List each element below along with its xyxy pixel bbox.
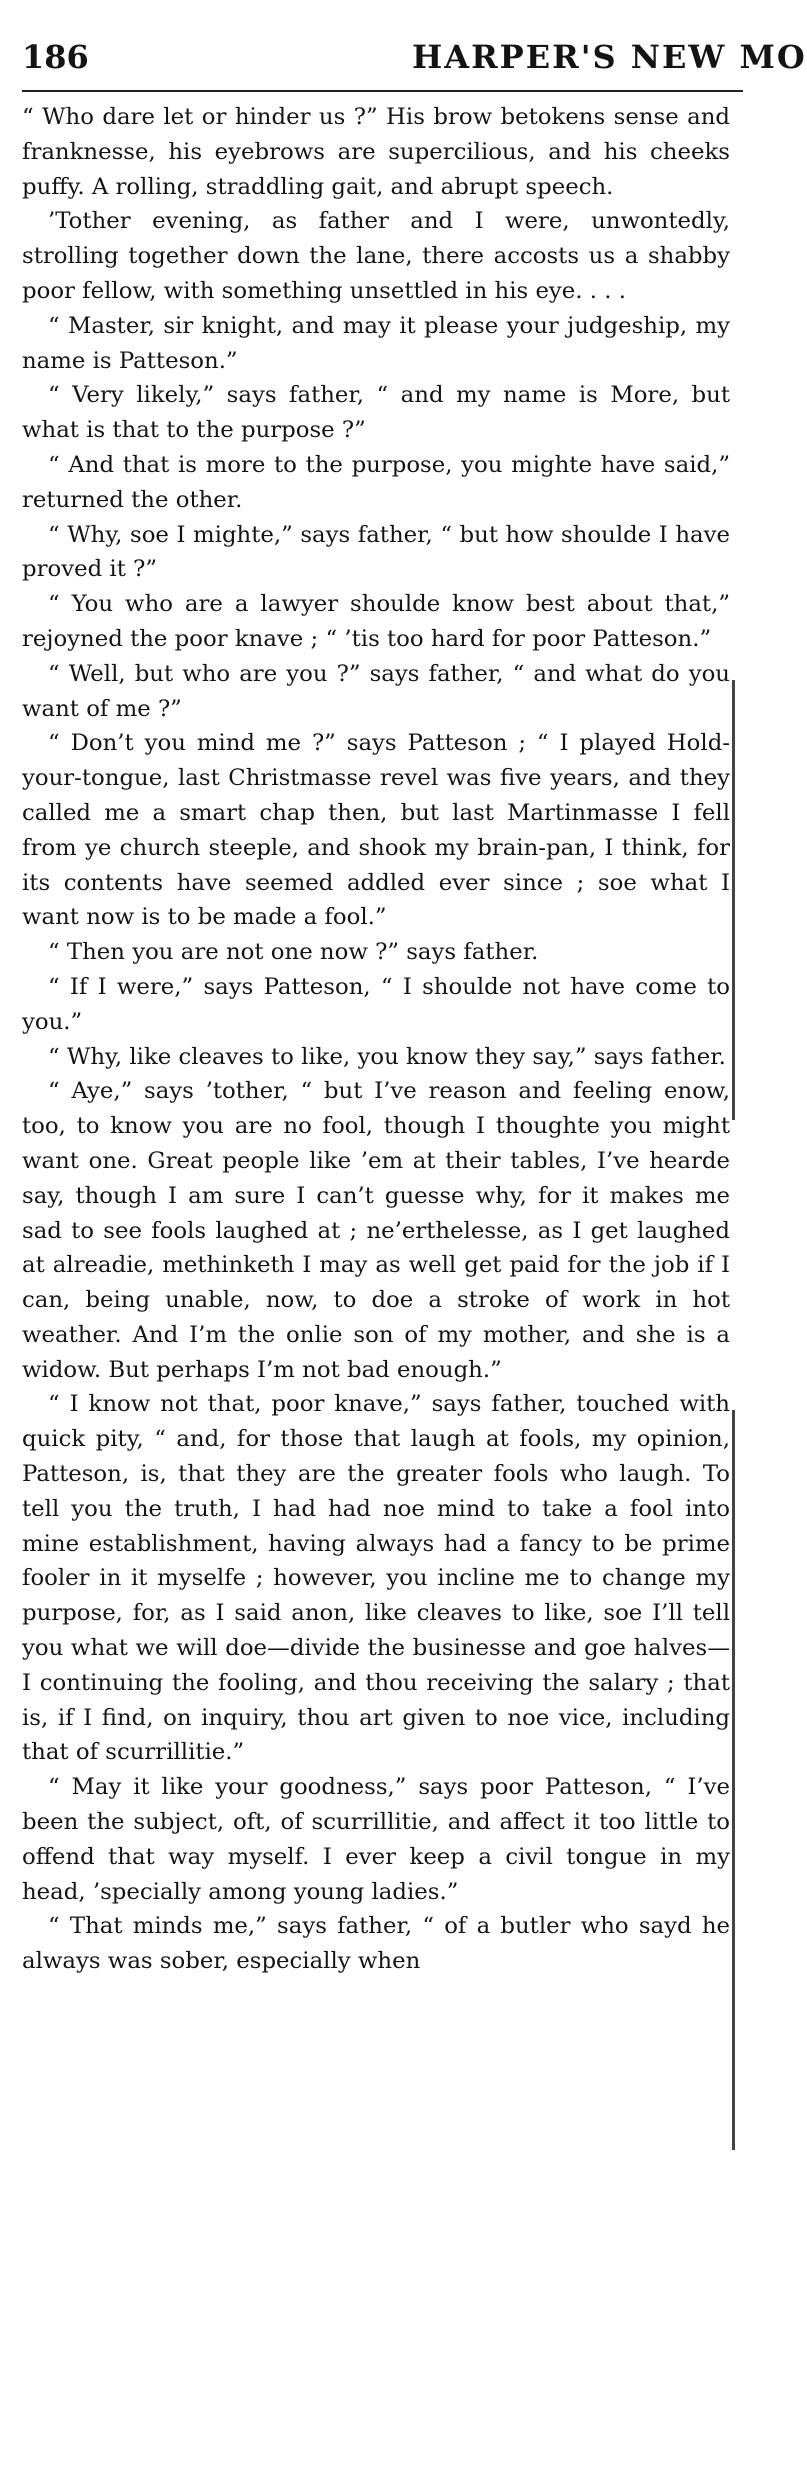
paragraph: “ And that is more to the purpose, you mighte have said,” returned the other.: [22, 451, 730, 513]
paragraph: “ Well, but who are you ?” says father, “ and what do you want of me ?”: [22, 660, 730, 722]
column-rule: [732, 1410, 735, 2150]
paragraph: “ I know not that, poor knave,” says father, touched with quick pity, “ and, for those that laugh at fools, my opinion, Patteson, is, that they are the greater fools who laugh. To tell you the truth, I had had noe mind to take a fool into mine establishment, having always had a fancy to be prime fooler in it myselfe ; however, you incline me to change my purpose, for, as I said anon, like cleaves to like, soe I’ll tell you what we will doe—divide the businesse and goe halves—I continuing the fooling, and thou receiving the salary ; that is, if I find, on inquiry, thou art given to noe vice, including that of scurrillitie.”: [22, 1391, 730, 1766]
paragraph: “ May it like your goodness,” says poor Patteson, “ I’ve been the subject, oft, of scurrillitie, and affect it too little to offend that way myself. I ever keep a civil tongue in my head, ’specially among young ladies.”: [22, 1774, 730, 1905]
paragraph: “ You who are a lawyer shoulde know best about that,” rejoyned the poor knave ; “ ’tis too hard for poor Patteson.”: [22, 591, 730, 652]
paragraph: “ Why, soe I mighte,” says father, “ but how shoulde I have proved it ?”: [22, 521, 730, 583]
page-header: [22, 30, 807, 92]
page-number: 186: [22, 38, 89, 76]
paragraph: “ Master, sir knight, and may it please your judgeship, my name is Patteson.”: [22, 312, 730, 374]
paragraph: “ Who dare let or hinder us ?” His brow betokens sense and franknesse, his eyebrows are supercilious, and his cheeks puffy. A rolling, straddling gait, and abrupt speech.: [22, 104, 730, 200]
paragraph: “ Then you are not one now ?” says father.: [48, 939, 539, 966]
paragraph: “ Very likely,” says father, “ and my name is More, but what is that to the purpose ?”: [22, 382, 730, 444]
paragraph: “ Don’t you mind me ?” says Patteson ; “ I played Hold-your-tongue, last Christmasse revel was five years, and they called me a smart chap then, but last Martinmasse I fell from ye church steeple, and shook my brain-pan, I think, for its contents have seemed addled ever since ; soe what I want now is to be made a fool.”: [22, 730, 730, 931]
paragraph: “ Why, like cleaves to like, you know they say,” says father.: [48, 1043, 726, 1070]
column-rule: [732, 680, 735, 1120]
article-body: [22, 100, 730, 1979]
paragraph: “ If I were,” says Patteson, “ I shoulde not have come to you.”: [22, 973, 730, 1035]
paragraph: “ That minds me,” says father, “ of a butler who sayd he always was sober, especially when: [22, 1913, 730, 1975]
running-head: HARPER'S NEW MO: [412, 38, 807, 76]
paragraph: “ Aye,” says ’tother, “ but I’ve reason and feeling enow, too, to know you are no fool, though I thoughte you might want one. Great people like ’em at their tables, I’ve hearde say, though I am sure I can’t guesse why, for it makes me sad to see fools laughed at ; ne’erthelesse, as I get laughed at alreadie, methinketh I may as well get paid for the job if I can, being unable, now, to doe a stroke of work in hot weather. And I’m the onlie son of my mother, and she is a widow. But perhaps I’m not bad enough.”: [22, 1078, 730, 1383]
paragraph: ’Tother evening, as father and I were, unwontedly, strolling together down the lane, there accosts us a shabby poor fellow, with something unsettled in his eye. . . .: [22, 208, 730, 304]
